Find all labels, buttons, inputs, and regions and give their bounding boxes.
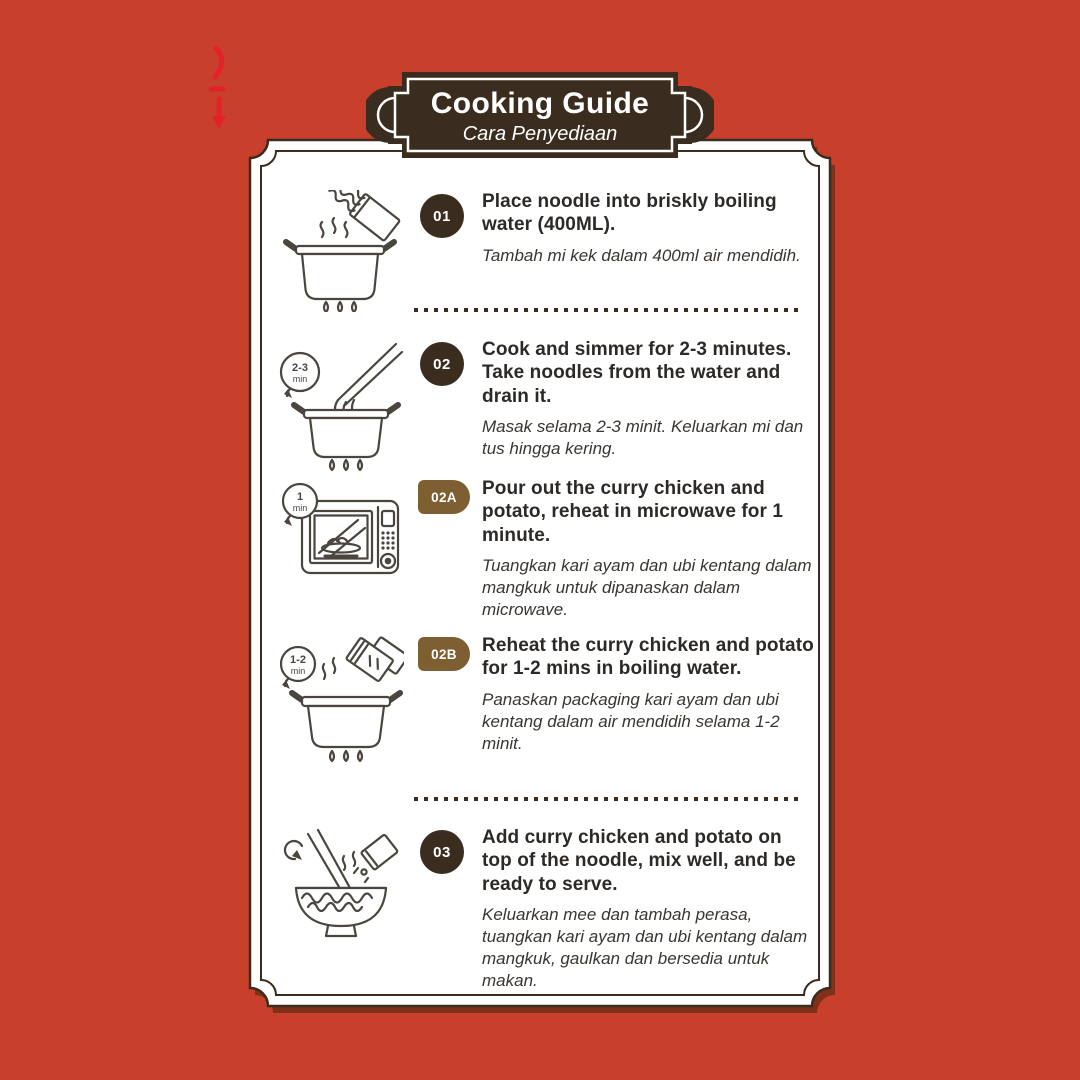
microwave-icon: [278, 477, 404, 585]
step-translation: Keluarkan mee dan tambah perasa, tuangkan kari ayam dan ubi kentang dalam mangkuk, gaulkan dan bersedia untuk makan.: [482, 905, 808, 990]
step-heading: Cook and simmer for 2-3 minutes. Take noodles from the water and drain it.: [482, 339, 792, 407]
timer-unit-label: min: [292, 503, 308, 513]
noodle-bowl-mixing-icon: [278, 826, 404, 944]
timer-unit-label: min: [290, 666, 306, 676]
step-heading: Reheat the curry chicken and potato for 1-2 mins in boiling water.: [482, 635, 814, 680]
step-number-badge: 02: [420, 342, 464, 386]
timer-unit-label: min: [292, 374, 308, 384]
timer-label: 2-3: [292, 362, 308, 374]
dotted-separator: [414, 797, 804, 801]
pot-chopsticks-noodles-icon: [278, 338, 404, 474]
step-translation: Panaskan packaging kari ayam dan ubi kentang dalam air mendidih selama 1-2 minit.: [482, 689, 780, 753]
step-translation: Masak selama 2-3 minit. Keluarkan mi dan tus hingga kering.: [482, 417, 804, 458]
curve-mark: [215, 48, 222, 77]
step-heading: Pour out the curry chicken and potato, reheat in microwave for 1 minute.: [482, 478, 784, 546]
step-heading: Place noodle into briskly boiling water (400ML).: [482, 191, 777, 236]
step-row-02a: [248, 477, 840, 621]
arrow-head: [212, 116, 226, 129]
step-row-02b: [248, 634, 840, 768]
page-title: Cooking Guide: [430, 87, 650, 120]
header-badge: [366, 66, 714, 164]
step-heading: Add curry chicken and potato on top of the noodle, mix well, and be ready to serve.: [482, 827, 796, 895]
dotted-separator: [414, 308, 804, 312]
timer-label: 1: [296, 491, 304, 503]
step-row-02: [248, 338, 840, 474]
step-translation: Tuangkan kari ayam dan ubi kentang dalam mangkuk untuk dipanaskan dalam microwave.: [482, 556, 812, 619]
decorative-red-marks: [206, 44, 240, 136]
step-translation: Tambah mi kek dalam 400ml air mendidih.: [482, 245, 801, 265]
cooking-guide-card: [248, 138, 840, 1022]
step-row-03: [248, 826, 840, 992]
step-number-badge: 02B: [418, 637, 470, 671]
boiling-pot-pouch-icon: [278, 634, 404, 768]
step-number-badge: 01: [420, 194, 464, 238]
step-number-badge: 02A: [418, 480, 470, 514]
boiling-pot-noodle-packet-icon: [278, 190, 404, 312]
timer-label: 1-2: [290, 654, 306, 666]
step-number-badge: 03: [420, 830, 464, 874]
step-row-01: [248, 190, 840, 312]
page-subtitle: Cara Penyediaan: [462, 123, 618, 145]
